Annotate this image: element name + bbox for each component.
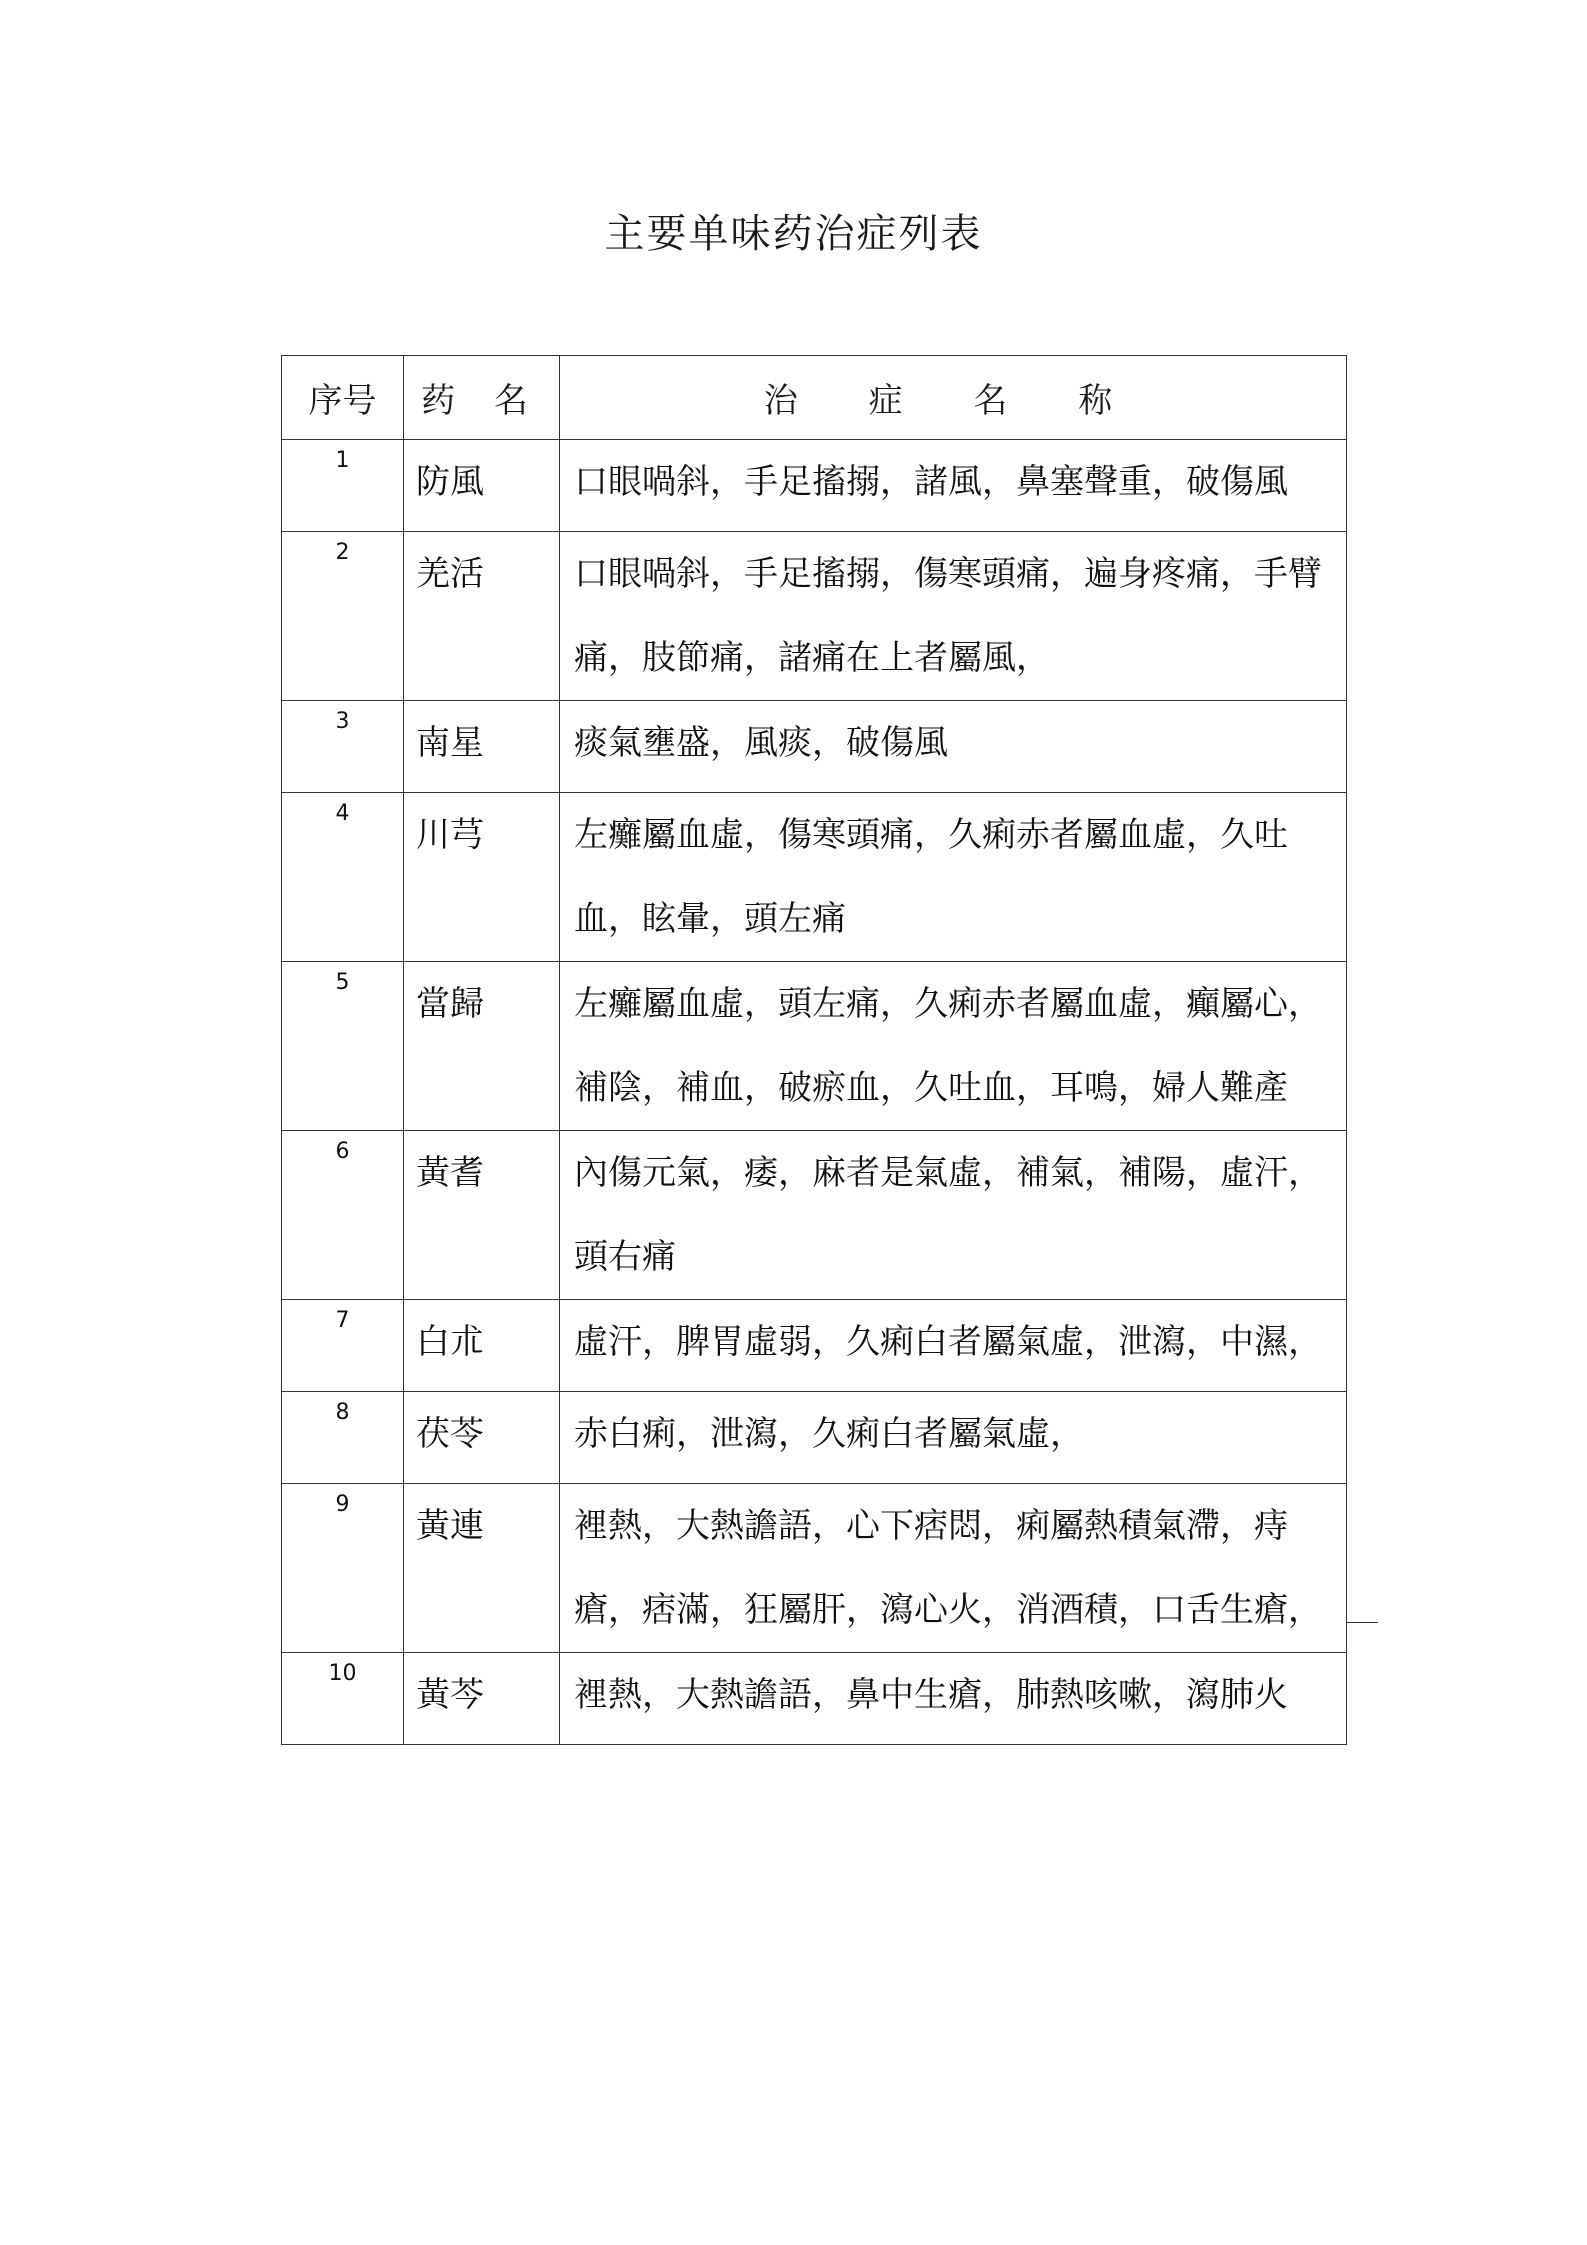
herb-name: 川芎 [404,793,560,962]
herb-name: 白朮 [404,1300,560,1392]
row-number: 8 [282,1392,404,1484]
table-header-row [282,356,1347,440]
symptom-list: 赤白痢，泄瀉，久痢白者屬氣虛， [560,1392,1347,1484]
herb-name: 當歸 [404,962,560,1131]
table-row [282,1653,1347,1745]
symptom-list: 痰氣壅盛，風痰，破傷風 [560,701,1347,793]
table-row [282,1392,1347,1484]
row-number: 2 [282,532,404,701]
symptom-list: 裡熱，大熱譫語，心下痞悶，痢屬熱積氣滯，痔瘡，痞滿，狂屬肝，瀉心火，消酒積，口舌生瘡， [560,1484,1347,1653]
header-symptoms: 治 症 名 称 [560,356,1347,440]
herb-symptom-table [281,355,1347,1745]
row-number: 4 [282,793,404,962]
symptom-list: 口眼喎斜，手足搐搦，諸風，鼻塞聲重，破傷風 [560,440,1347,532]
herb-name: 茯苓 [404,1392,560,1484]
table-row [282,701,1347,793]
symptom-list: 虛汗，脾胃虛弱，久痢白者屬氣虛，泄瀉，中濕， [560,1300,1347,1392]
row-number: 3 [282,701,404,793]
herb-name: 南星 [404,701,560,793]
row-number: 7 [282,1300,404,1392]
row-number: 1 [282,440,404,532]
table-row [282,440,1347,532]
row-number: 10 [282,1653,404,1745]
herb-name: 黃耆 [404,1131,560,1300]
table-row [282,962,1347,1131]
herb-name: 黃連 [404,1484,560,1653]
symptom-list: 裡熱，大熱譫語，鼻中生瘡，肺熱咳嗽，瀉肺火 [560,1653,1347,1745]
table-border-overhang [1346,1622,1378,1623]
row-number: 5 [282,962,404,1131]
header-serial-number: 序号 [282,356,404,440]
table-row [282,1484,1347,1653]
herb-name: 防風 [404,440,560,532]
symptom-list: 內傷元氣，痿，麻者是氣虛，補氣，補陽，虛汗，頭右痛 [560,1131,1347,1300]
herb-name: 黃芩 [404,1653,560,1745]
row-number: 6 [282,1131,404,1300]
symptom-list: 左癱屬血虛，頭左痛，久痢赤者屬血虛，癲屬心，補陰，補血，破瘀血，久吐血，耳鳴，婦人難產 [560,962,1347,1131]
table-row [282,532,1347,701]
table-row [282,1300,1347,1392]
symptom-list: 左癱屬血虛，傷寒頭痛，久痢赤者屬血虛，久吐血，眩暈，頭左痛 [560,793,1347,962]
herb-name: 羌活 [404,532,560,701]
document-title: 主要单味药治症列表 [604,211,983,257]
symptom-list: 口眼喎斜，手足搐搦，傷寒頭痛，遍身疼痛，手臂痛，肢節痛，諸痛在上者屬風， [560,532,1347,701]
row-number: 9 [282,1484,404,1653]
header-herb-name: 药 名 [404,356,560,440]
table-row [282,793,1347,962]
table-row [282,1131,1347,1300]
